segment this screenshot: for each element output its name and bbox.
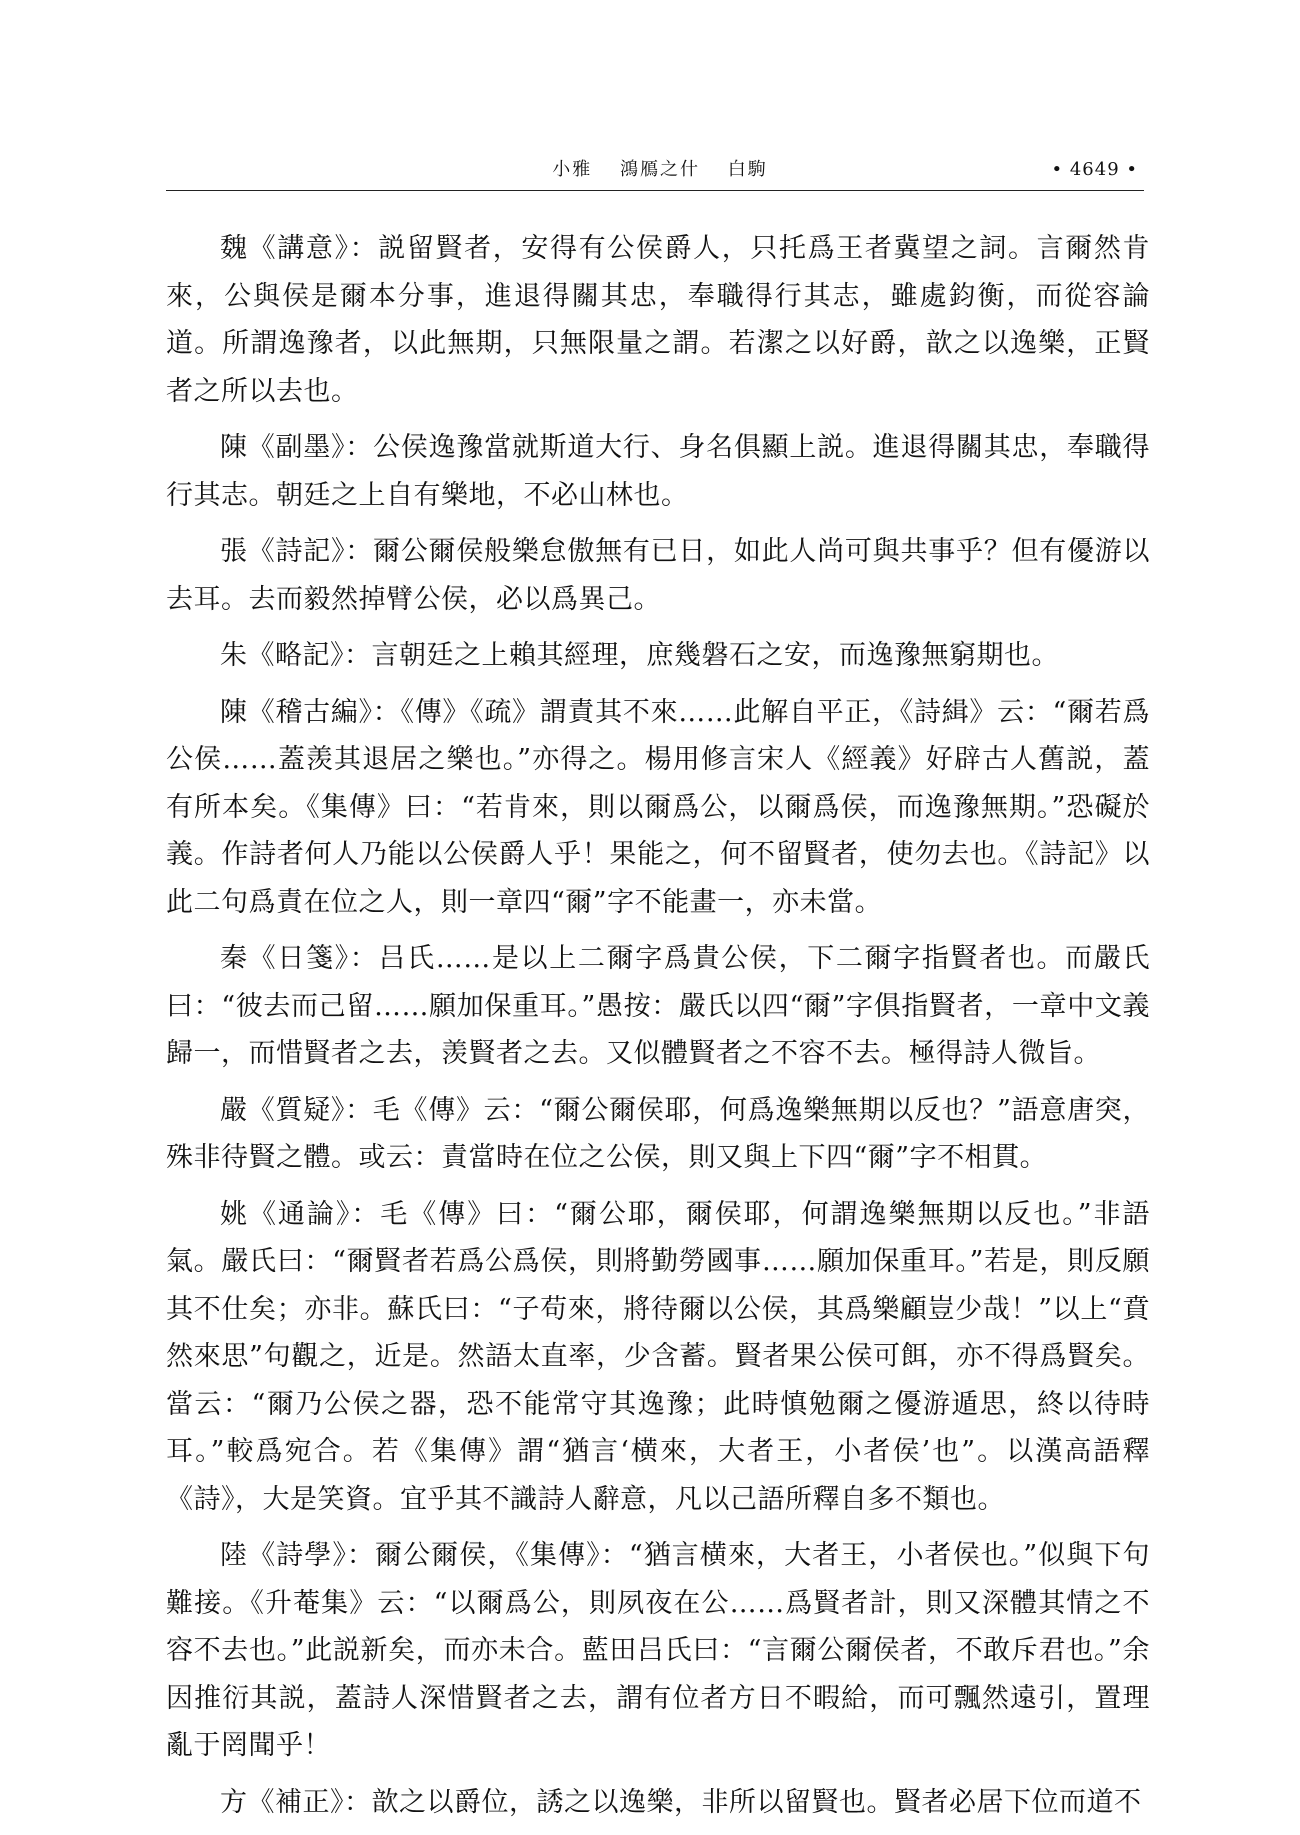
paragraph: 陸《詩學》：爾公爾侯，《集傳》：“猶言横來，大者王，小者侯也。”似與下句難接。《升菴集》云：“以爾爲公，則夙夜在公……爲賢者計，則又深體其情之不容不去也。”此説新矣，而亦未合。藍田吕氏曰：“言爾公爾侯者，不敢斥君也。”余因推衍其説，蓋詩人深惜賢者之去，謂有位者方日不暇給，而可飄然遠引，置理亂于罔聞乎！ xyxy=(166,1540,1150,1761)
paragraph: 姚《通論》：毛《傳》曰：“爾公耶，爾侯耶，何謂逸樂無期以反也。”非語氣。嚴氏曰：“爾賢者若爲公爲侯，則將勤勞國事……願加保重耳。”若是，則反願其不仕矣；亦非。蘇氏曰：“子苟來，將待爾以公侯，其爲樂顧豈少哉！”以上“賁然來思”句觀之，近是。然語太直率，少含蓄。賢者果公侯可餌，亦不得爲賢矣。當云：“爾乃公侯之器，恐不能常守其逸豫；此時慎勉爾之優游遁思，終以待時耳。”較爲宛合。若《集傳》謂“猶言‘横來，大者王，小者侯’也”。以漢高語釋《詩》，大是笑資。宜乎其不識詩人辭意，凡以己語所釋自多不類也。 xyxy=(166,1198,1150,1515)
paragraph: 張《詩記》：爾公爾侯般樂怠傲無有已日，如此人尚可與共事乎？但有優游以去耳。去而毅然掉臂公侯，必以爲異己。 xyxy=(166,536,1150,615)
header-rule xyxy=(166,190,1144,191)
paragraph: 秦《日箋》：吕氏……是以上二爾字爲貴公侯，下二爾字指賢者也。而嚴氏曰：“彼去而己留……願加保重耳。”愚按：嚴氏以四“爾”字俱指賢者，一章中文義歸一，而惜賢者之去，羡賢者之去。又似體賢者之不容不去。極得詩人微旨。 xyxy=(166,943,1150,1069)
title-part-1: 小雅 xyxy=(552,159,593,180)
paragraph: 方《補正》：歆之以爵位，誘之以逸樂，非所以留賢也。賢者必居下位而道不 xyxy=(220,1786,1142,1818)
body-text xyxy=(166,225,1150,1835)
title-part-3: 白駒 xyxy=(727,159,768,180)
running-title xyxy=(166,158,1144,182)
page-number: • 4649 • xyxy=(1051,159,1138,180)
title-part-2: 鴻鴈之什 xyxy=(620,159,700,180)
paragraph: 陳《副墨》：公侯逸豫當就斯道大行、身名俱顯上説。進退得關其忠，奉職得行其志。朝廷之上自有樂地，不必山林也。 xyxy=(166,432,1150,511)
paragraph: 魏《講意》：説留賢者，安得有公侯爵人，只托爲王者冀望之詞。言爾然肯來，公與侯是爾本分事，進退得關其忠，奉職得行其志，雖處鈞衡，而從容論道。所謂逸豫者，以此無期，只無限量之謂。若潔之以好爵，歆之以逸樂，正賢者之所以去也。 xyxy=(166,233,1150,407)
paragraph: 嚴《質疑》：毛《傳》云：“爾公爾侯耶，何爲逸樂無期以反也？”語意唐突，殊非待賢之體。或云：責當時在位之公侯，則又與上下四“爾”字不相貫。 xyxy=(166,1094,1150,1173)
paragraph: 陳《稽古編》：《傳》《疏》謂責其不來……此解自平正，《詩緝》云：“爾若爲公侯……蓋羡其退居之樂也。”亦得之。楊用修言宋人《經義》好辟古人舊説，蓋有所本矣。《集傳》曰：“若肯來，則以爾爲公，以爾爲侯，而逸豫無期。”恐礙於義。作詩者何人乃能以公侯爵人乎！果能之，何不留賢者，使勿去也。《詩記》以此二句爲責在位之人，則一章四“爾”字不能畫一，亦未當。 xyxy=(166,696,1150,918)
page-header xyxy=(166,158,1144,192)
paragraph: 朱《略記》：言朝廷之上賴其經理，庶幾磐石之安，而逸豫無窮期也。 xyxy=(220,640,1059,671)
